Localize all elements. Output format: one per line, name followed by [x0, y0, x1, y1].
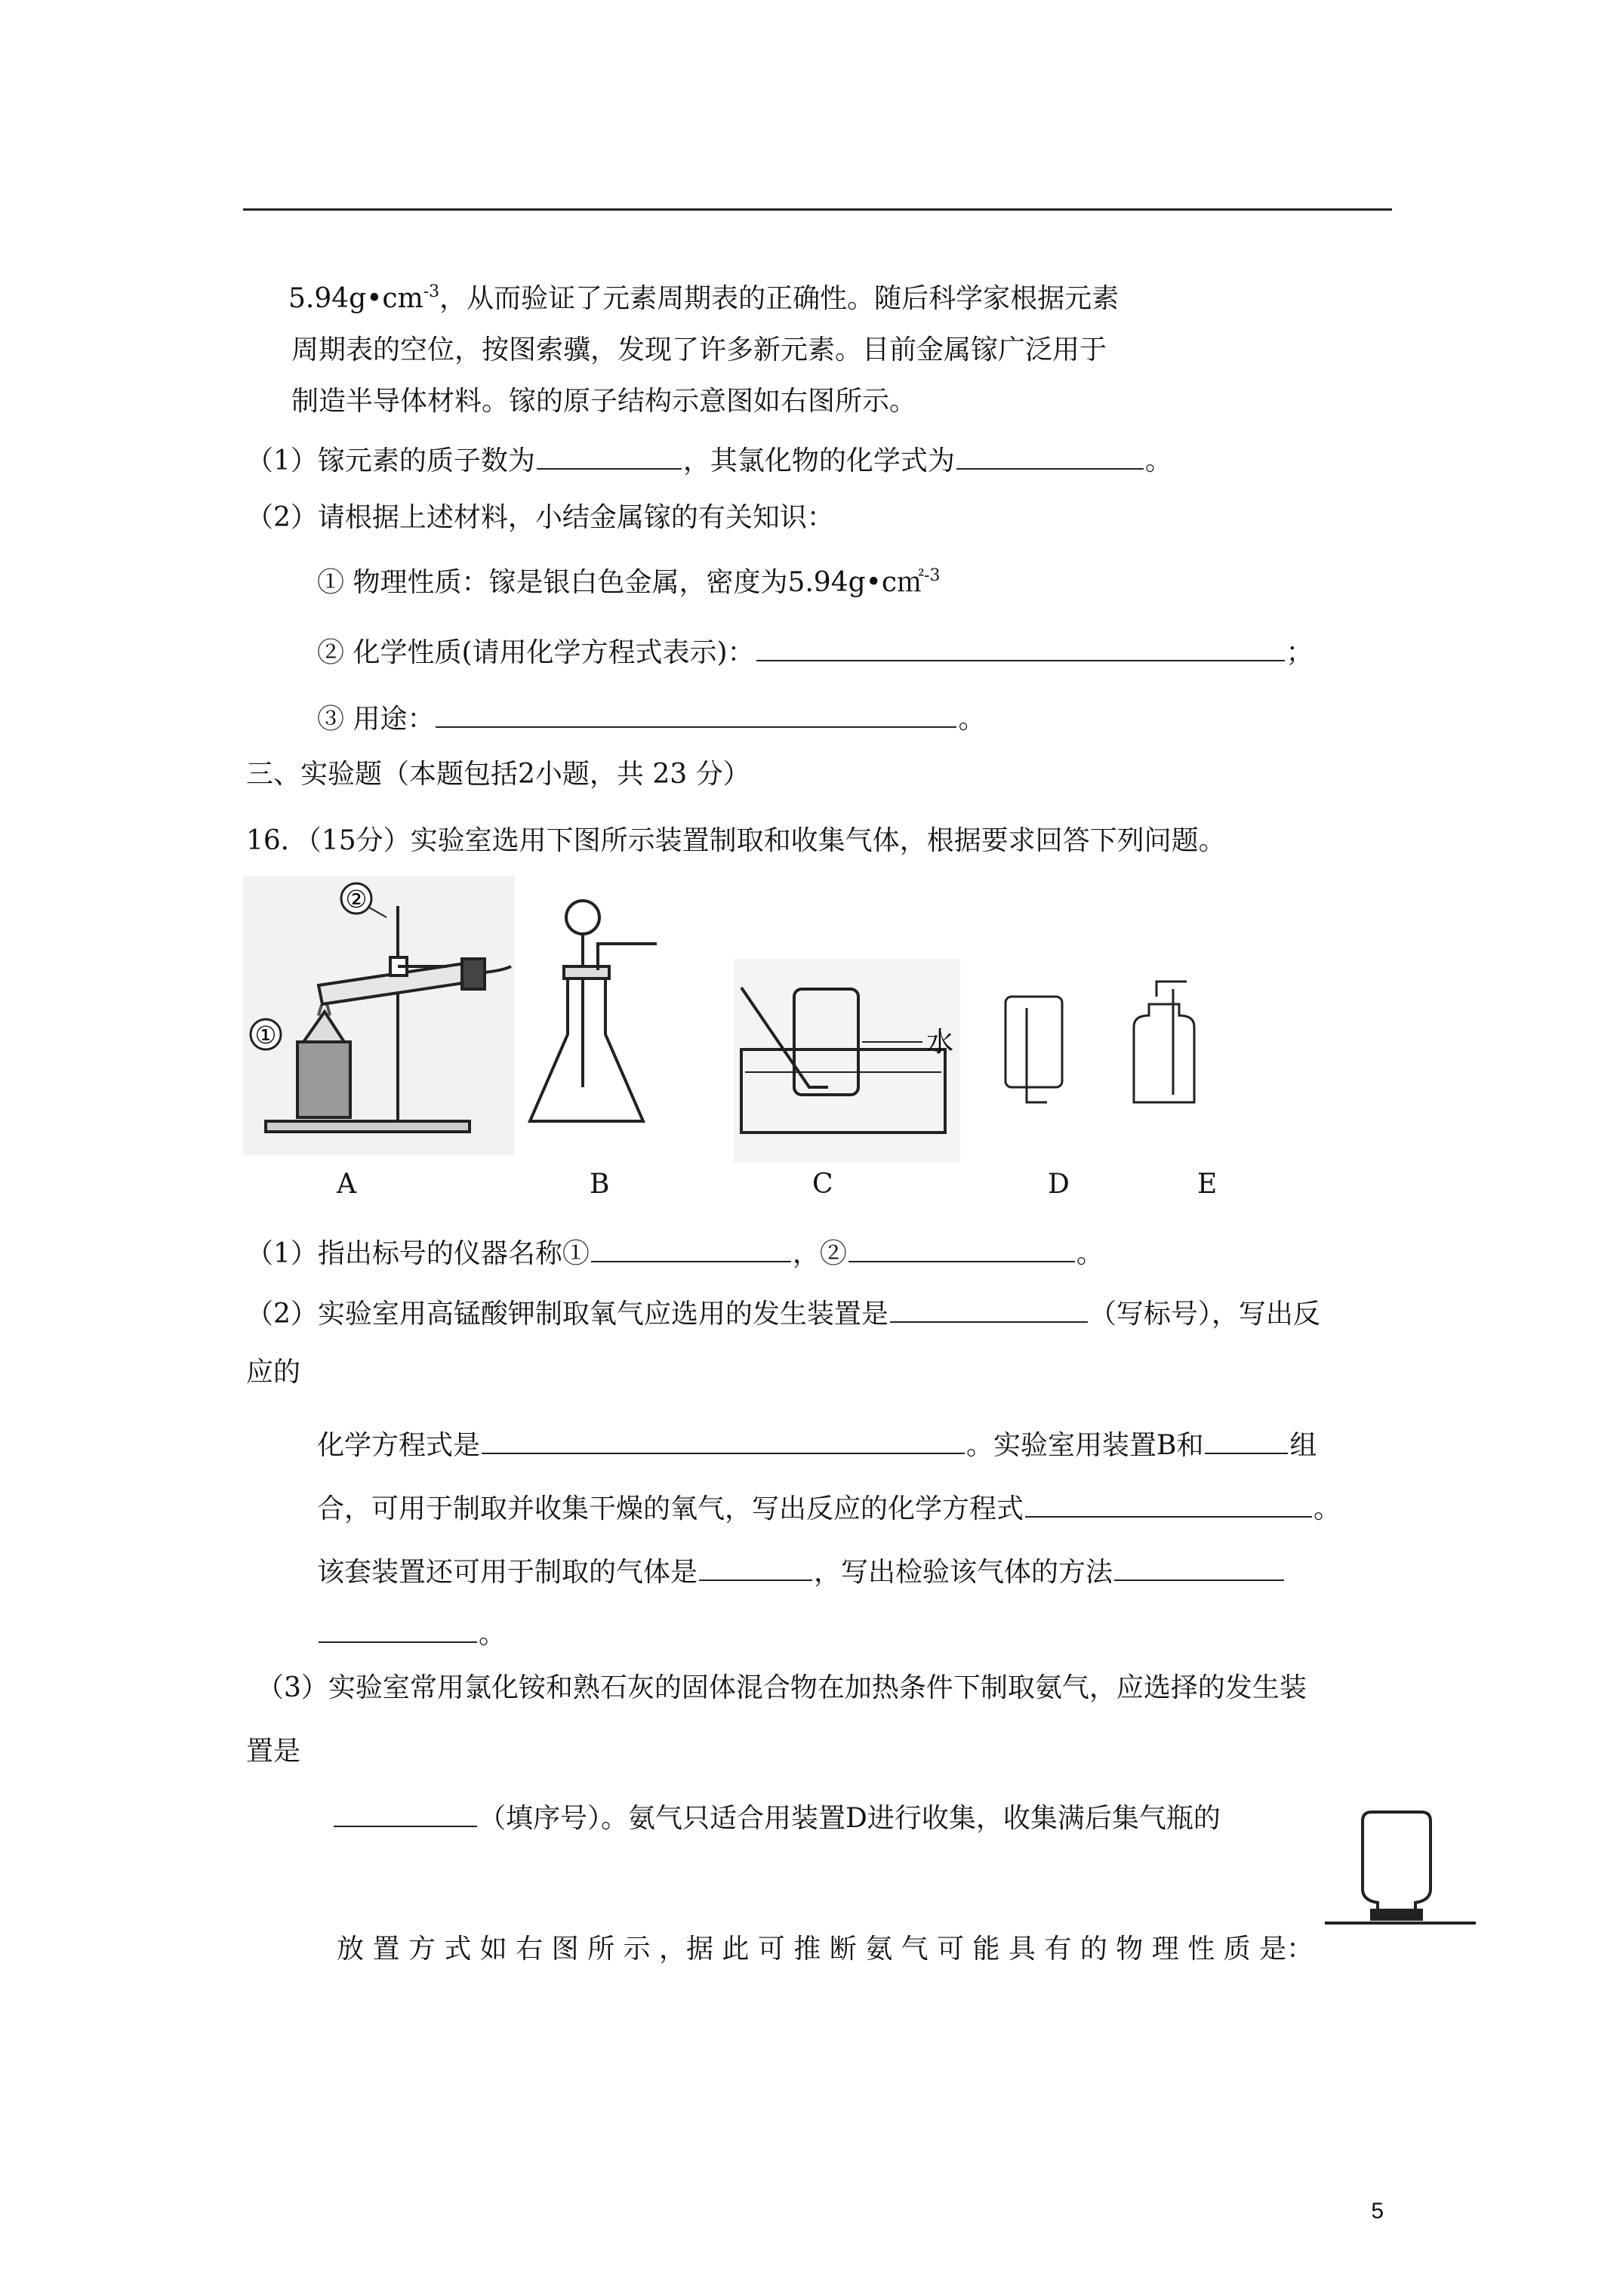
q16-part1 — [246, 1232, 1104, 1272]
mark-1: ① — [254, 1021, 277, 1049]
water-label: 水 — [926, 1027, 954, 1058]
label-d: D — [1048, 1169, 1070, 1200]
q16-part3-line1: （3）实验室常用氯化铵和熟石灰的固体混合物在加热条件下制取氨气，应选择的发生装 — [257, 1672, 1307, 1703]
intro-line-3: 制造半导体材料。镓的原子结构示意图如右图所示。 — [291, 386, 917, 417]
q16-part3-text-c: （填序号）。氨气只适合用装置D进行收集，收集满后集气瓶的 — [479, 1803, 1221, 1834]
q15-item3-text: ③ 用途： — [317, 704, 435, 735]
collection-bottle-d — [1006, 997, 1062, 1087]
q15-item3-end: 。 — [958, 704, 986, 735]
q16-part2-text-a: （2）实验室用高锰酸钾制取氧气应选用的发生装置是 — [246, 1299, 888, 1330]
q16-part2-text-b: （写标号），写出反 — [1089, 1299, 1320, 1330]
q16-part3-line3 — [332, 1797, 1221, 1837]
q15-part1-text-b: ，其氯化物的化学式为 — [682, 445, 955, 476]
label-e: E — [1197, 1169, 1218, 1200]
label-c: C — [812, 1169, 833, 1200]
q16-part2-line1 — [246, 1293, 1320, 1333]
dry-oxygen-equation-blank[interactable] — [1025, 1487, 1312, 1518]
apparatus-b — [530, 901, 657, 1121]
instrument-1-blank[interactable] — [591, 1232, 791, 1262]
chloride-formula-blank[interactable] — [956, 439, 1144, 470]
q15-part1 — [246, 439, 1172, 479]
q15-item3 — [317, 698, 985, 738]
inverted-jar-figure — [1325, 1806, 1476, 1942]
mark-2: ② — [345, 885, 368, 914]
combo-device-blank[interactable] — [1205, 1424, 1288, 1454]
q15-item1-exponent: -3 — [924, 566, 941, 585]
figure-a-background — [243, 876, 515, 1155]
tube-stopper — [462, 959, 485, 989]
header-rule — [243, 208, 1392, 211]
proton-number-blank[interactable] — [537, 439, 682, 470]
q15-item2-text: ② 化学性质(请用化学方程式表示)： — [317, 637, 755, 668]
label-a: A — [337, 1169, 356, 1200]
density-exponent: -3 — [423, 282, 440, 301]
other-gas-blank[interactable] — [699, 1551, 812, 1581]
q16-part2-text-i: ，写出检验该气体的方法 — [814, 1557, 1113, 1588]
apparatus-e — [1134, 982, 1194, 1102]
section-3-heading: 三、实验题（本题包括2小题，共 23 分） — [246, 759, 750, 790]
tube-e-short — [1156, 982, 1187, 997]
conical-flask — [530, 974, 643, 1121]
chem-equation-blank[interactable] — [756, 631, 1285, 661]
q15-part1-text-a: （1）镓元素的质子数为 — [246, 445, 535, 476]
page-number: 5 — [1371, 2199, 1384, 2224]
q16-part2-line6 — [317, 1613, 506, 1653]
burner-block — [297, 1042, 350, 1117]
generator-blank[interactable] — [890, 1293, 1088, 1323]
q16-stem: 16．（15分）实验室选用下图所示装置制取和收集气体，根据要求回答下列问题。 — [246, 825, 1226, 856]
test-method-blank[interactable] — [1114, 1551, 1284, 1581]
collection-bottle-e — [1134, 1004, 1194, 1102]
test-method-blank-2[interactable] — [319, 1613, 477, 1643]
q16-part1-end: 。 — [1076, 1238, 1104, 1269]
density-value: 5.94g•cm — [288, 283, 423, 314]
q16-part2-text-g-end: 。 — [1313, 1493, 1341, 1524]
q16-part2-line5 — [317, 1551, 1286, 1591]
q16-part1-text-a: （1）指出标号的仪器名称① — [246, 1238, 590, 1269]
q16-part2-text-g: 合，可用于制取并收集干燥的氧气，写出反应的化学方程式 — [317, 1493, 1024, 1524]
stand-base — [266, 1121, 470, 1132]
usage-blank[interactable] — [436, 698, 956, 728]
intro-line-1 — [288, 281, 1119, 317]
q16-part2-text-j-end: 。 — [479, 1619, 507, 1650]
apparatus-d — [1006, 997, 1062, 1102]
jar-lid-icon — [1372, 1910, 1421, 1919]
intro-line-2: 周期表的空位，按图索骥，发现了许多新元素。目前金属镓广泛用于 — [291, 334, 1107, 365]
q16-part2-text-f: 组 — [1289, 1430, 1317, 1461]
q16-part2-line3 — [317, 1424, 1317, 1464]
q15-part2: （2）请根据上述材料，小结金属镓的有关知识： — [246, 502, 834, 533]
funnel-bulb — [566, 901, 599, 934]
q16-part2-text-h: 该套装置还可用于制取的气体是 — [317, 1557, 698, 1588]
q16-part3-line4: 放 置 方 式 如 右 图 所 示 ，据 此 可 推 断 氨 气 可 能 具 有 的 物 理 性 质 是： — [337, 1934, 1314, 1965]
apparatus-figure — [243, 876, 1300, 1208]
q15-item1 — [317, 565, 940, 601]
q16-part1-text-b: ，② — [792, 1238, 847, 1269]
instrument-2-blank[interactable] — [848, 1232, 1075, 1262]
gas-jar-icon — [1363, 1812, 1431, 1910]
q16-part2-line4 — [317, 1487, 1341, 1527]
q16-part2-text-d: 化学方程式是 — [317, 1430, 481, 1461]
q15-item2 — [317, 631, 1313, 671]
flask-stopper — [564, 966, 609, 978]
q15-item1-text: ① 物理性质：镓是银白色金属，密度为5.94g•c㎡ — [317, 567, 925, 598]
ammonia-device-blank[interactable] — [334, 1797, 477, 1827]
kmno4-equation-blank[interactable] — [482, 1424, 965, 1454]
q16-part3-line2: 置是 — [246, 1736, 301, 1767]
label-b: B — [590, 1169, 610, 1200]
intro-line-1-rest: ，从而验证了元素周期表的正确性。随后科学家根据元素 — [439, 283, 1119, 314]
q15-part1-end: 。 — [1144, 445, 1172, 476]
q16-part2-text-e: 。实验室用装置B和 — [966, 1430, 1204, 1461]
q15-item2-end: ； — [1286, 637, 1313, 668]
q16-part2-line2: 应的 — [246, 1357, 301, 1388]
